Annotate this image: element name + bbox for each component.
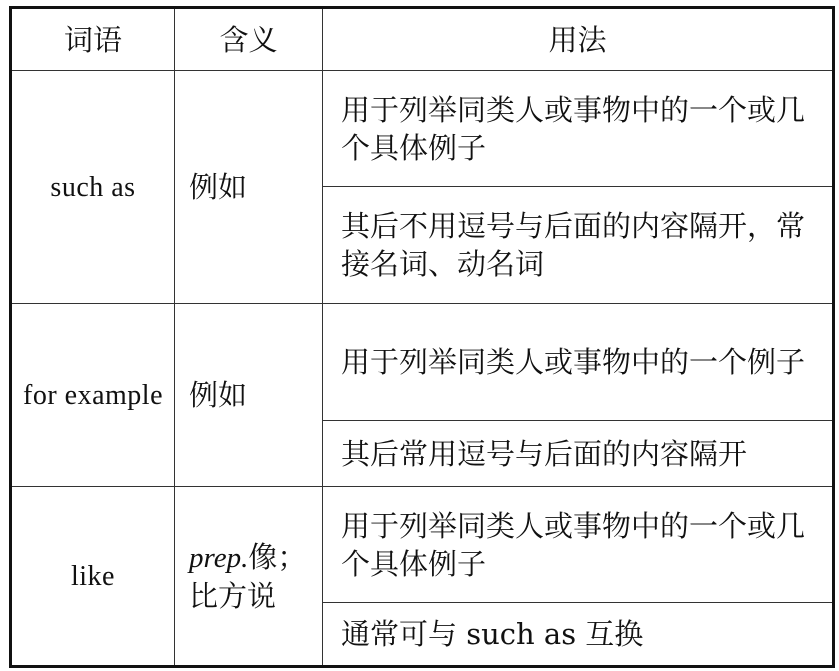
- header-word: 词语: [11, 8, 175, 71]
- meaning-cell: [175, 487, 323, 667]
- header-row: [11, 8, 834, 71]
- word-like: like: [71, 561, 115, 592]
- usage-cell: 用于列举同类人或事物中的一个或几个具体例子: [323, 487, 834, 603]
- usage-cell: 其后不用逗号与后面的内容隔开，常接名词、动名词: [323, 187, 834, 304]
- usage-cell: 其后常用逗号与后面的内容隔开: [323, 421, 834, 487]
- usage-cell: 用于列举同类人或事物中的一个或几个具体例子: [323, 71, 834, 187]
- meaning-cell: 例如: [175, 304, 323, 487]
- word-cell: [11, 71, 175, 304]
- usage-cell: 用于列举同类人或事物中的一个例子: [323, 304, 834, 421]
- table-row: [11, 304, 834, 421]
- part-of-speech: prep.: [189, 541, 249, 574]
- table-row: [11, 71, 834, 187]
- usage-cell: 通常可与 such as 互换: [323, 603, 834, 667]
- meaning-cell: 例如: [175, 71, 323, 304]
- word-for-example: for example: [23, 380, 163, 411]
- header-meaning: 含义: [175, 8, 323, 71]
- word-cell: [11, 304, 175, 487]
- header-usage: 用法: [323, 8, 834, 71]
- word-such-as: such as: [50, 172, 136, 203]
- word-cell: [11, 487, 175, 667]
- table-row: [11, 487, 834, 603]
- usage-table: [9, 6, 835, 668]
- meaning-text: 像；比方说: [189, 539, 307, 613]
